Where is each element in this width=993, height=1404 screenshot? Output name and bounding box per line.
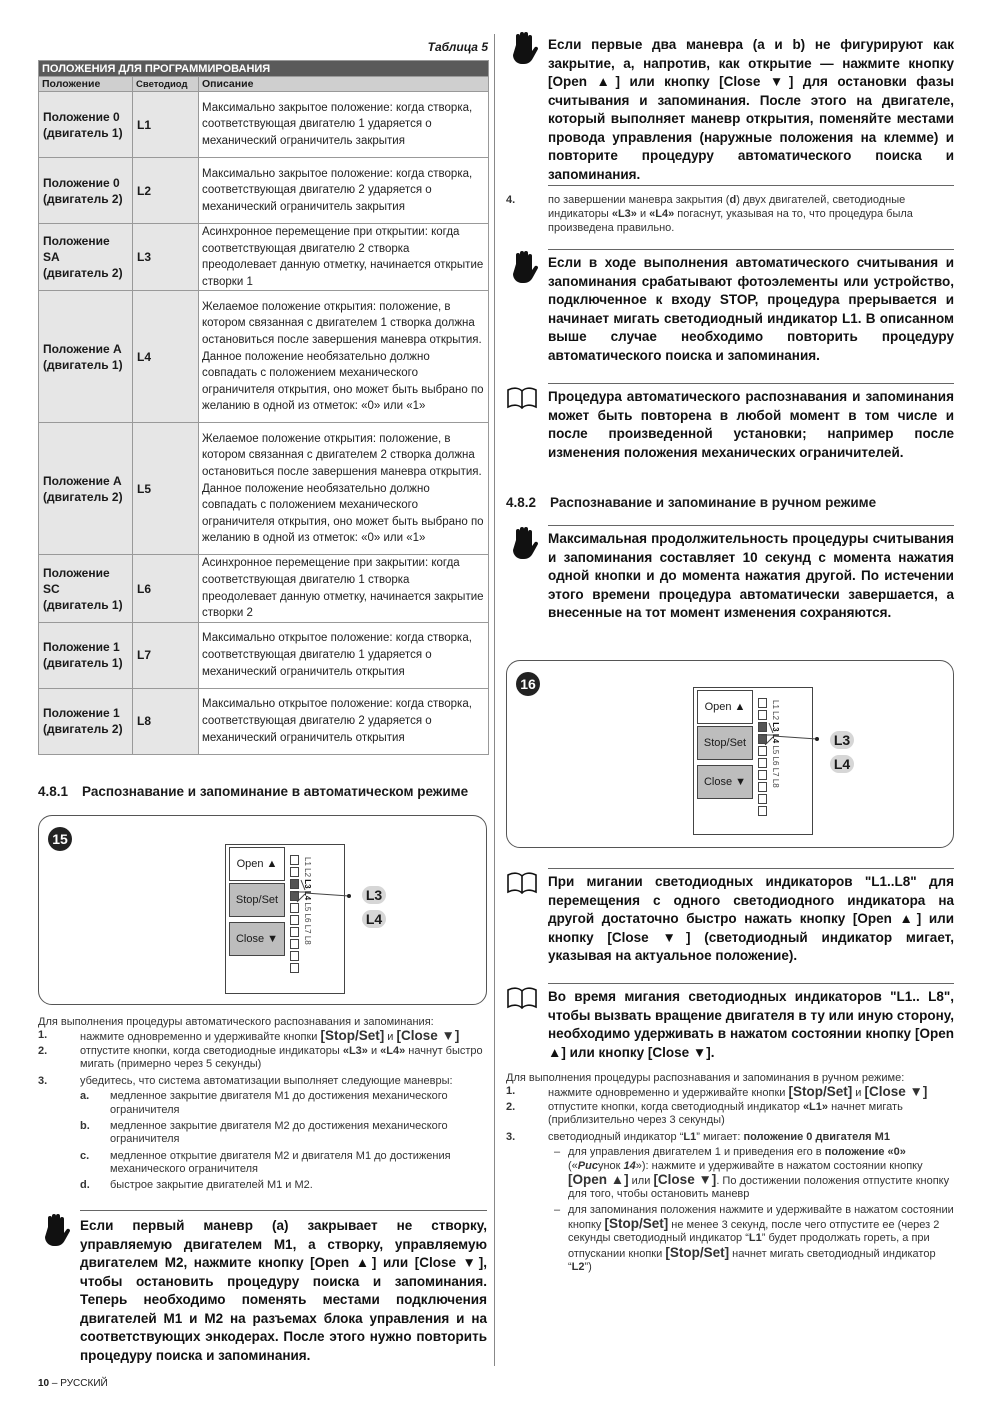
- led-label: L4: [771, 733, 780, 744]
- section-number: 4.8.2: [506, 495, 537, 510]
- dash-text: не менее 3 секунд, после чего отпустите ее (через 2 секунды светодиодный индикатор “: [568, 1218, 940, 1245]
- auto-intro: Для выполнения процедуры автоматического распознавания и запоминания:: [38, 1016, 434, 1028]
- dash-text-bold: положение «0»: [824, 1146, 906, 1159]
- table-row-position: Положение A (двигатель 2): [39, 423, 133, 555]
- hand-stop-icon: [510, 31, 540, 65]
- step-number: 1.: [506, 1085, 516, 1098]
- led-indicator: [290, 855, 299, 865]
- list-item: [506, 1131, 954, 1144]
- table-row-position: Положение SA (двигатель 2): [39, 224, 133, 291]
- table-row-led: L7: [133, 622, 199, 688]
- close-ref: [Close ▼]: [396, 1028, 460, 1044]
- close-button[interactable]: Close ▼: [697, 765, 753, 799]
- page-number: 10: [38, 1378, 50, 1389]
- table-row-position: Положение 0 (двигатель 1): [39, 92, 133, 158]
- hand-stop-icon: [510, 250, 540, 284]
- led-ref: «L1»: [802, 1100, 829, 1113]
- stopset-ref: [Stop/Set]: [320, 1028, 385, 1044]
- step-text: начнет мигать (приблизительно через 3 секунды): [548, 1100, 903, 1126]
- section-title: Распознавание и запоминание в ручном режиме: [550, 495, 877, 510]
- footer-language: РУССКИЙ: [60, 1378, 108, 1389]
- list-item: [506, 1085, 954, 1100]
- dash-text: ” будет продолжать гореть, а при отпускании кнопки: [568, 1232, 930, 1260]
- table-row-description: Асинхронное перемещение при закрытии: когда соответствующая двигателю 1 створка преодолевает данную отметку, начинается закрытие створки 2: [199, 555, 489, 622]
- figure-number: 16: [516, 672, 540, 696]
- led-label: L7: [771, 767, 780, 777]
- led-ref: «L4»: [380, 1044, 406, 1057]
- dash-text: («: [568, 1159, 578, 1172]
- col-header-position: Положение: [39, 77, 133, 92]
- led-ref: L1: [748, 1232, 762, 1245]
- stopset-ref: [Stop/Set]: [604, 1215, 669, 1231]
- step-text: нажмите одновременно и удерживайте кнопки: [548, 1087, 789, 1100]
- led-indicator: [290, 915, 299, 925]
- table-row-description: Максимально открытое положение: когда створка, соответствующая двигателю 2 ударяется о механический ограничитель открытия: [199, 688, 489, 754]
- led-label: L6: [771, 756, 780, 766]
- hand-stop-icon: [510, 526, 540, 560]
- led-indicator: [290, 927, 299, 937]
- led-indicator: [290, 939, 299, 949]
- close-button[interactable]: Close ▼: [229, 922, 285, 956]
- table-row-position: Положение A (двигатель 1): [39, 291, 133, 423]
- sub-item: [38, 1179, 488, 1192]
- sub-text: медленное закрытие двигателя M2 до достижения механического ограничителя: [110, 1120, 448, 1146]
- step-text: убедитесь, что система автоматизации выполняет следующие маневры:: [80, 1075, 453, 1088]
- led-indicator: [758, 806, 767, 816]
- footer-sep: –: [49, 1378, 61, 1389]
- table-row-description: Максимально закрытое положение: когда створка, соответствующая двигателю 2 ударяется о механический ограничитель закрытия: [199, 158, 489, 224]
- led-indicator: [758, 770, 767, 780]
- sub-letter: d.: [80, 1179, 90, 1192]
- manual-intro: Для выполнения процедуры распознавания и запоминания в ручном режиме:: [506, 1072, 905, 1084]
- callout-l4: L4: [362, 910, 386, 928]
- step-text: и: [636, 208, 650, 220]
- open-button[interactable]: Open ▲: [229, 847, 285, 881]
- note-rule: [80, 1210, 487, 1211]
- section-heading-482: [506, 495, 954, 510]
- figure-15: [38, 815, 487, 1005]
- sub-text: быстрое закрытие двигателей M1 и M2.: [110, 1179, 313, 1192]
- step-number: 3.: [506, 1131, 516, 1144]
- note-rule: [548, 185, 954, 186]
- led-indicator: [290, 963, 299, 973]
- led-label: L2: [771, 711, 780, 721]
- step-text: отпустите кнопки, когда светодиодные индикаторы: [80, 1044, 343, 1057]
- step-text: по завершении маневра закрытия (: [548, 194, 730, 206]
- step-number: 4.: [506, 194, 516, 206]
- col-header-description: Описание: [199, 77, 489, 92]
- table-row-description: Желаемое положение открытия: положение, в котором связанная с двигателем 1 створка должна остановиться после завершения маневра открытия. Данное положение необязательно должно совпадать с положением механического ограничителя открытия, оно может быть выбрано по желанию в одной из отметок: «0» или «1»: [199, 291, 489, 423]
- step-text: нажмите одновременно и удерживайте кнопки: [80, 1031, 321, 1044]
- sub-letter: c.: [80, 1149, 90, 1162]
- list-item: [506, 1101, 954, 1128]
- table-row-led: L8: [133, 688, 199, 754]
- led-label: L7: [303, 924, 312, 934]
- close-ref: [Close ▼]: [653, 1172, 717, 1188]
- callout-l3: L3: [830, 731, 854, 749]
- sub-text: медленное закрытие двигателя M1 до достижения механического ограничителя: [110, 1090, 448, 1116]
- open-ref: [Open ▲]: [568, 1172, 629, 1188]
- section-number: 4.8.1: [38, 784, 69, 799]
- step-text: погаснут, указывая на то, что процедура была произведена правильно.: [548, 208, 913, 234]
- programming-positions-table: [38, 60, 489, 755]
- dash-text: унок: [597, 1159, 624, 1172]
- table-title: ПОЛОЖЕНИЯ ДЛЯ ПРОГРАММИРОВАНИЯ: [39, 61, 489, 77]
- sub-item: [38, 1120, 488, 1147]
- note-rule: [548, 525, 954, 526]
- table-row-led: L3: [133, 224, 199, 291]
- figure-ref: Рис: [577, 1159, 598, 1172]
- dash-bullet: –: [554, 1203, 561, 1216]
- dash-item: [506, 1146, 954, 1201]
- note-rule: [548, 383, 954, 384]
- figure-ref: 14: [623, 1159, 636, 1172]
- control-panel-device: [225, 844, 345, 994]
- dash-text: или: [628, 1175, 654, 1188]
- led-label: L8: [303, 935, 312, 945]
- callout-lines: [289, 876, 369, 916]
- dash-item: [506, 1204, 954, 1274]
- stopset-ref: [Stop/Set]: [665, 1244, 730, 1260]
- led-ref: L2: [571, 1260, 585, 1273]
- dash-text: ”): [584, 1260, 592, 1273]
- led-label: L3: [303, 879, 312, 889]
- note-rule: [548, 868, 954, 869]
- led-indicator: [758, 782, 767, 792]
- table-row-position: Положение 0 (двигатель 2): [39, 158, 133, 224]
- note-photocell-stop: Если в ходе выполнения автоматического считывания и запоминания срабатывают фотоэлементы или устройство, подключенное к входу STOP, процедура прерывается и начинает мигать светодиодный индикатор L1. В описанном выше случае необходимо повторить процедуру автоматического поиска и запоминания.: [548, 255, 954, 363]
- close-ref: [Close ▼]: [864, 1084, 928, 1100]
- table-row-description: Максимально закрытое положение: когда створка, соответствующая двигателю 1 ударяется о механический ограничитель закрытия: [199, 92, 489, 158]
- figure-16: [506, 660, 954, 848]
- led-label: L6: [303, 913, 312, 923]
- sub-letter: a.: [80, 1090, 90, 1103]
- sub-item: [38, 1150, 488, 1177]
- dash-text: для запоминания положения нажмите и удерживайте в нажатом состоянии кнопку: [568, 1203, 954, 1231]
- stopset-ref: [Stop/Set]: [788, 1084, 853, 1100]
- table-row-led: L1: [133, 92, 199, 158]
- list-item: [506, 193, 954, 235]
- step-text-bold: положение 0 двигателя M1: [743, 1131, 890, 1144]
- figure-number: 15: [48, 827, 72, 851]
- note-max-duration: Максимальная продолжительность процедуры считывания и запоминания составляет 10 секунд с момента нажатия одной кнопки и до момента нажатия другой. По истечении этого времени процедура автоматически завершается, а внесенные на тот момент изменения сохраняются.: [548, 531, 954, 620]
- stop-set-button[interactable]: Stop/Set: [229, 883, 285, 917]
- step-number: 2.: [38, 1044, 48, 1057]
- led-label: L2: [303, 868, 312, 878]
- dash-text: начнет мигать светодиодный индикатор “: [568, 1247, 936, 1273]
- list-item: [38, 1075, 488, 1088]
- page-footer: [38, 1378, 108, 1389]
- step-text: и: [852, 1087, 865, 1100]
- column-divider: [494, 34, 495, 1366]
- step-text: светодиодный индикатор “: [548, 1131, 684, 1144]
- manual-procedure-list: [506, 1072, 954, 1274]
- led-indicator: [758, 758, 767, 768]
- callout-lines: [757, 719, 837, 759]
- note-open-close-swap: Если первые два маневра (a и b) не фигурируют как закрытие, а, напротив, как открытие — нажмите кнопку [Open ▲] или кнопку [Close ▼] для остановки фазы считывания и запоминания. После этого на двигателе, который выполняет маневр открытия, поменяйте местами провода управления (наружные положения на клемме) и повторите процедуру автоматического поиска и запоминания.: [548, 37, 954, 182]
- step-number: 2.: [506, 1100, 516, 1113]
- led-ref: L1: [683, 1131, 697, 1144]
- led-indicator: [758, 698, 767, 708]
- section-heading-481: [38, 784, 494, 799]
- led-label: L3: [771, 722, 780, 732]
- book-icon: [506, 386, 538, 410]
- led-label: L1: [771, 700, 780, 709]
- dash-bullet: –: [554, 1146, 561, 1159]
- led-label: L5: [771, 745, 780, 755]
- step-text-bold: d: [729, 194, 737, 206]
- note-motor-swap: Если первый маневр (a) закрывает не створку, управляемую двигателем M1, а створку, управляемую двигателем M2, нажмите кнопку [Open ▲] или [Close ▼], чтобы остановить процедуру поиска и запоминания. Теперь необходимо поменять местами подключения двигателей M1 и M2 на разъемах блока управления и на соответствующих энкодерах. После этого нужно повторить процедуру поиска и запоминания.: [80, 1218, 487, 1363]
- led-ref: «L4»: [649, 208, 675, 220]
- list-item: [38, 1029, 488, 1044]
- table-row-led: L6: [133, 555, 199, 622]
- table-row-description: Асинхронное перемещение при открытии: когда соответствующая двигателю 2 створка преодолевает данную отметку, начинается открытие створки 1: [199, 224, 489, 291]
- dash-text: »): нажмите и удерживайте в нажатом состоянии кнопку: [635, 1159, 923, 1172]
- sub-text: медленное открытие двигателя M2 и двигателя M1 до достижения механического ограничителя: [110, 1149, 451, 1175]
- table-row-position: Положение 1 (двигатель 2): [39, 688, 133, 754]
- auto-step-4: [506, 193, 954, 235]
- table-row-description: Максимально открытое положение: когда створка, соответствующая двигателю 1 ударяется о механический ограничитель открытия: [199, 622, 489, 688]
- step-number: 3.: [38, 1075, 48, 1088]
- led-indicator: [290, 951, 299, 961]
- step-text: ) двух двигателей, светодиодные индикаторы: [548, 194, 906, 220]
- note-motor-rotation: Во время мигания светодиодных индикаторов "L1.. L8", чтобы вызвать вращение двигателя в ту или иную сторону, необходимо удерживать в нажатом состоянии кнопку [Open ▲] или кнопку [Close ▼].: [548, 989, 954, 1060]
- step-text: ” мигает:: [696, 1131, 744, 1144]
- table-row-position: Положение 1 (двигатель 1): [39, 622, 133, 688]
- led-ref: «L3»: [611, 208, 637, 220]
- section-title: Распознавание и запоминание в автоматическом режиме: [82, 784, 469, 799]
- hand-stop-icon: [42, 1213, 72, 1247]
- control-panel-device: [693, 687, 813, 835]
- step-text: начнут быстро мигать (примерно через 5 секунды): [80, 1044, 483, 1070]
- note-led-navigation: При мигании светодиодных индикаторов "L1..L8" для перемещения с одного светодиодного индикатора на другой достаточно быстро нажать кнопку [Open ▲] или кнопку [Close ▼] (светодиодный индикатор мигает, указывая на актуальное положение).: [548, 874, 954, 963]
- book-icon: [506, 871, 538, 895]
- note-rule: [548, 249, 954, 250]
- note-repeat-procedure: Процедура автоматического распознавания и запоминания может быть повторена в любой момент в том числе и после произведенной установки; например после изменения положения механических ограничителей.: [548, 389, 954, 460]
- stop-set-button[interactable]: Stop/Set: [697, 726, 753, 760]
- step-text: и: [384, 1031, 397, 1044]
- sub-letter: b.: [80, 1120, 90, 1133]
- auto-procedure-list: [38, 1016, 488, 1193]
- led-label: L8: [771, 778, 780, 788]
- dash-text: . По достижении положения отпустите кнопку для того, чтобы остановить маневр: [568, 1175, 950, 1201]
- list-item: [38, 1045, 488, 1072]
- step-text: отпустите кнопки, когда светодиодный индикатор: [548, 1100, 803, 1113]
- table-row-led: L2: [133, 158, 199, 224]
- step-text: и: [367, 1044, 381, 1057]
- note-rule: [548, 983, 954, 984]
- led-label: L5: [303, 902, 312, 912]
- col-header-led: Светодиод: [133, 77, 199, 92]
- table-row-description: Желаемое положение открытия: положение, в котором связанная с двигателем 2 створка должна остановиться после завершения маневра открытия. Данное положение необязательно должно совпадать с положением механического ограничителя открытия, оно может быть выбрано по желанию в одной из отметок: «0» или «1»: [199, 423, 489, 555]
- table-caption: Таблица 5: [427, 40, 488, 54]
- book-icon: [506, 986, 538, 1010]
- table-row-led: L5: [133, 423, 199, 555]
- led-label: L4: [303, 890, 312, 901]
- dash-text: для управления двигателем 1 и приведения его в: [568, 1146, 825, 1159]
- callout-l4: L4: [830, 755, 854, 773]
- step-number: 1.: [38, 1029, 48, 1042]
- led-ref: «L3»: [342, 1044, 368, 1057]
- sub-item: [38, 1090, 488, 1117]
- led-label: L1: [303, 857, 312, 866]
- led-indicator: [758, 794, 767, 804]
- table-row-led: L4: [133, 291, 199, 423]
- callout-l3: L3: [362, 886, 386, 904]
- table-row-position: Положение SC (двигатель 1): [39, 555, 133, 622]
- open-button[interactable]: Open ▲: [697, 690, 753, 724]
